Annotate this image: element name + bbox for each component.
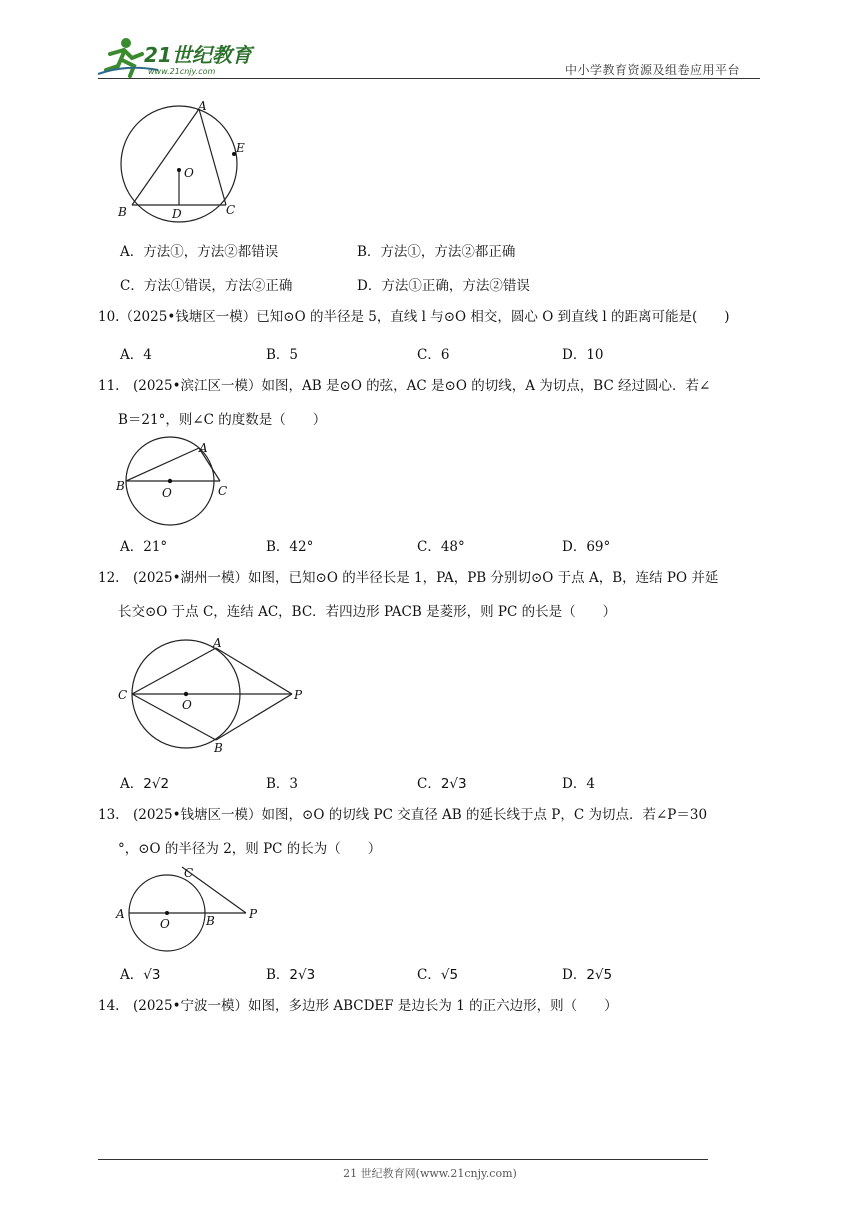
label-O: O (160, 917, 170, 931)
q11-option-a: A．21° (120, 539, 168, 555)
q10-option-a: A．4 (120, 347, 152, 363)
label-A: A (198, 99, 207, 113)
q9-option-b: B．方法①，方法②都正确 (357, 244, 516, 260)
label-B: B (206, 914, 215, 928)
q13-option-c: C．√5 (417, 967, 459, 983)
q11-option-d: D．69° (562, 539, 611, 555)
q13-option-c-value: √5 (440, 967, 459, 983)
q10-option-b: B．5 (266, 347, 299, 363)
q9-option-a: A．方法①，方法②都错误 (120, 244, 279, 260)
figure-q9 (110, 98, 260, 232)
q13-option-a-value: √3 (143, 967, 161, 983)
q12-option-a-value: 2√2 (143, 776, 170, 792)
q12-option-c-value: 2√3 (440, 776, 467, 792)
label-C: C (118, 688, 128, 702)
label-A: A (199, 441, 208, 455)
q12-option-a: A．2√2 (120, 776, 170, 792)
q12-text-line2: 长交⊙O 于点 C，连结 AC，BC．若四边形 PACB 是菱形，则 PC 的长是（ ） (118, 604, 617, 620)
q10-option-d: D．10 (562, 347, 604, 363)
q13-option-b: B．2√3 (266, 967, 316, 983)
label-P: P (249, 907, 258, 921)
site-logo (96, 34, 266, 80)
q12-option-d: D．4 (562, 776, 595, 792)
figure-q12 (112, 630, 312, 764)
label-O: O (184, 166, 194, 180)
q13-option-d-value: 2√5 (586, 967, 613, 983)
logo-text: 21世纪教育 (144, 43, 252, 67)
label-A: A (213, 636, 222, 650)
q11-option-b: B．42° (266, 539, 314, 555)
q9-option-d: D．方法①正确，方法②错误 (357, 278, 530, 294)
q12-option-c: C．2√3 (417, 776, 467, 792)
label-P: P (294, 688, 303, 702)
q13-option-a: A．√3 (120, 967, 161, 983)
q13-text-line2: °，⊙O 的半径为 2，则 PC 的长为（ ） (118, 841, 382, 857)
label-B: B (118, 205, 127, 219)
q13-option-d: D．2√5 (562, 967, 613, 983)
label-C: C (226, 203, 236, 217)
q9-option-c: C．方法①错误，方法②正确 (120, 278, 293, 294)
header-divider (98, 78, 760, 79)
q11-text-line2: B＝21°，则∠C 的度数是（ ） (118, 412, 327, 428)
figure-q11 (112, 436, 242, 532)
footer-text: 21 世纪教育网(www.21cnjy.com) (343, 1167, 517, 1180)
label-O: O (182, 698, 192, 712)
q13-option-b-value: 2√3 (289, 967, 316, 983)
label-A: A (116, 907, 125, 921)
label-D: D (172, 207, 182, 221)
q13-text-line1: 13. (2025•钱塘区一模）如图，⊙O 的切线 PC 交直径 AB 的延长线于点 P，C 为切点．若∠P＝30 (98, 807, 708, 823)
label-B: B (116, 479, 125, 493)
footer-divider (98, 1159, 708, 1160)
q12-option-b: B．3 (266, 776, 299, 792)
q11-text-line1: 11. (2025•滨江区一模）如图，AB 是⊙O 的弦，AC 是⊙O 的切线，A 为切点，BC 经过圆心．若∠ (98, 378, 711, 394)
brand-text: 中小学教育资源及组卷应用平台 (565, 63, 741, 77)
q10-text: 10.（2025•钱塘区一模）已知⊙O 的半径是 5，直线 l 与⊙O 相交，圆心 O 到直线 l 的距离可能是( ) (98, 309, 730, 325)
q10-option-c: C．6 (417, 347, 450, 363)
label-O: O (162, 486, 172, 500)
label-E: E (236, 141, 245, 155)
logo-url: www.21cnjy.com (148, 67, 216, 76)
q14-text: 14. (2025•宁波一模）如图，多边形 ABCDEF 是边长为 1 的正六边形，则（ ） (98, 998, 618, 1014)
q12-text-line1: 12. (2025•湖州一模）如图，已知⊙O 的半径长是 1，PA，PB 分别切⊙O 于点 A，B，连结 PO 并延 (98, 570, 719, 586)
q11-option-c: C．48° (417, 539, 465, 555)
label-C: C (184, 866, 194, 880)
figure-q13 (112, 862, 272, 961)
label-C: C (218, 484, 228, 498)
label-B: B (214, 741, 223, 755)
